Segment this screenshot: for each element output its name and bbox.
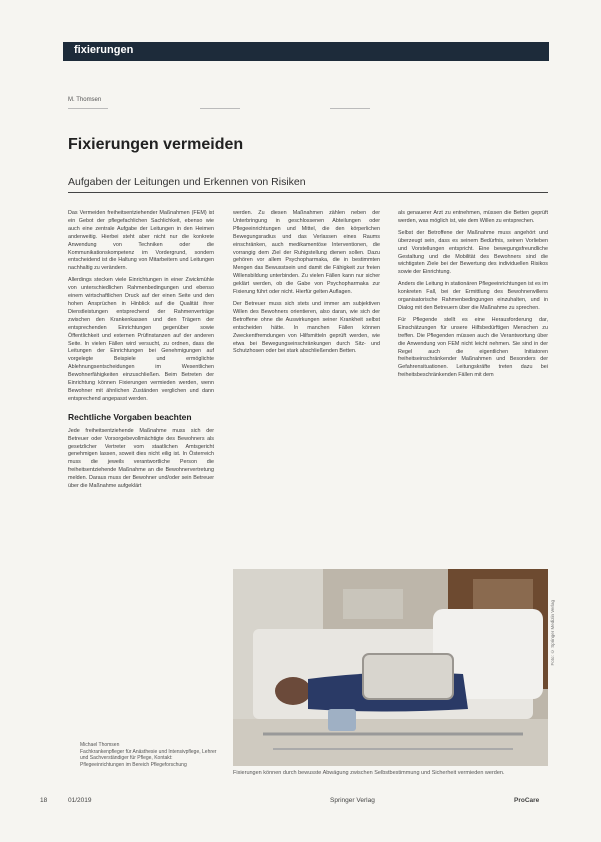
page-number: 18 [40,797,48,804]
paragraph: Für Pflegende stellt es eine Herausforderung dar, Einschätzungen für unsere Hilfsbedürftigen Menschen zu treffen. Die Pflegenden müssen auch die Verantwortung über die Anwendung von FEM nicht leicht nehmen. Sie sind in der Regel auch die eigentlichen Initiatoren freiheitseinschränkender Maßnahmen und Besonders der Gefahrensituationen. Leitungskräfte treten dazu bei freiheitsbeschränkenden Fällen mit dem [398,316,548,379]
paragraph: Anders die Leitung in stationären Pflegeeinrichtungen ist es im konkreten Fall, bei der Ermittlung des Bewohnerwillens organisatorische Rahmenbedingungen einzuhalten, und in Dialog mit den Betreuern über die Maßnahme zu sprechen. [398,281,548,311]
paragraph: Das Vermeiden freiheitsentziehender Maßnahmen (FEM) ist ein Gebot der pflegefachlichen Sachlichkeit, ebenso wie auch eine zentrale Aufgabe der Leitungen in den Heimen anderweitig. Hierbei steht aber nicht nur die konkrete Anwendung von Techniken oder die Kommunikationskompetenz im Vordergrund, sondern entscheidend ist die Haltung von Mitarbeitern und Leitungen nachhaltig zu verändern. [68,210,214,272]
photo-illustration [233,569,548,766]
issue-number: 01/2019 [68,797,92,804]
paragraph: Jede freiheitsentziehende Maßnahme muss sich der Betreuer oder Vorsorgebevollmächtigte des Bewohners als gesetzlicher Vertreter vom staatlichen Amtsgericht genehmigen lassen, soweit dies nicht eilig ist. In Österreich muss die jeweils verantwortliche Person die freiheitsentziehende Maßnahme an die Bewohnervertretung melden. Daraus muss der Bewohner und/oder sein Betreuer über die Maßnahme aufgeklärt [68,427,214,490]
column-3 [398,210,548,384]
column-1 [68,210,214,495]
photo-credit: Foto: © Springer Medizin Verlag [550,600,555,666]
publisher: Springer Verlag [330,797,375,804]
article-title: Fixierungen vermeiden [68,136,244,153]
article-subtitle: Aufgaben der Leitungen und Erkennen von Risiken [68,176,306,188]
journal-name: ProCare [514,797,540,804]
paragraph: Selbst der Betroffene der Maßnahme muss angehört und überzeugt sein, dass es seinem Bedürfnis, seinen Vorlieben und Vorstellungen entspricht. Eine bewegungsfreundliche Gestaltung und die Mobilität des Bewohners sind die wichtigsten Ziele bei der Bewertung des individuellen Risikos sowie der Einrichtung. [398,229,548,276]
section-heading: Rechtliche Vorgaben beachten [68,411,192,422]
column-2 [233,210,380,360]
author-name: M. Thomsen [68,97,102,103]
footnote-bio: Fachkrankenpfleger für Anästhesie und Intensivpflege, Lehrer und Sachverständiger für Pflege, Kontakt: [80,748,217,761]
author-rule-right [330,108,370,109]
section-header-bar [63,42,549,61]
hospital-bed-photo [233,569,548,766]
subtitle-rule [68,192,548,193]
paragraph: als genauerer Arzt zu entnehmen, müssen die Betten geprüft werden, was möglich ist, wie dem Willen zu entsprechen. [398,210,548,224]
paragraph: Der Betreuer muss sich stets und immer am subjektiven Willen des Bewohners orientieren, also daran, wie sich der Betroffene ohne die Auswirkungen seiner Krankheit selbst entscheiden hätte. In manchen Fällen können Zweckentfremdungen von Hilfsmitteln geprüft werden, wie etwa bei Bewegungseinschränkungen durch Sitz- und Schutzhosen oder bei stark abschließenden Betten. [233,300,380,355]
photo-caption: Fixierungen können durch bewusste Abwägung zwischen Selbstbestimmung und Sicherheit vermieden werden. [233,770,505,776]
paragraph: Allerdings stecken viele Einrichtungen in einer Zwickmühle von unterschiedlichen Rahmenbedingungen und ebenso einem wirtschaftlichen Druck auf der einen Seite und den hohen Ansprüchen in Hinblick auf die Qualität ihrer Dienstleistungen entsprechend der Rahmenverträge zwischen den Krankenkassen und den Trägern der entsprechenden Einrichtungen gegenüber sowie Öffentlichkeit und externen Prüfinstanzen auf der anderen Seite. In vielen Fällen wird versucht, zu ordnen, dass die Leitungen der Einrichtungen bei Genehmigungen auf vorgelegte Beispiele und ermöglichte Ablehnungsentscheidungen im Wesentlichen Bewohnerfähigkeiten einzuschließen. Beim Betreten der Einrichtung können Fixierungen vermieden werden, wenn Bewohner mit ähnlichen Zuständen verglichen und dann entsprechend angepasst werden. [68,277,214,402]
author-rule-left [68,108,108,109]
paragraph: werden. Zu diesen Maßnahmen zählen neben der Unterbringung in geschlossenen Abteilungen oder Pflegeeinrichtungen und Mittel, die den körperlichen Bewegungsradius und das Verlassen eines Raums einschränken, auch medikamentöse Interventionen, die vorrangig dem Ziel der Ruhigstellung dienen sollen. Dazu gehören vor allem Psychopharmaka, die in bestimmten Mengen das Bewusstsein und damit die Fähigkeit zur freien Willensbildung unterbinden. Zu vielen Fällen kann nur sicher geklärt werden, ob die Gabe von Psychopharmaka zur Fixierung führt oder nicht. Hierfür gelten Auflagen. [233,210,380,296]
author-rule-mid [200,108,240,109]
author-footnote [80,742,220,768]
section-label: fixierungen [74,44,134,56]
footnote-name: Michael Thomsen [80,742,120,748]
footnote-contact: Pflegeeinrichtungen im Bereich Pflegeforschung [80,761,187,768]
